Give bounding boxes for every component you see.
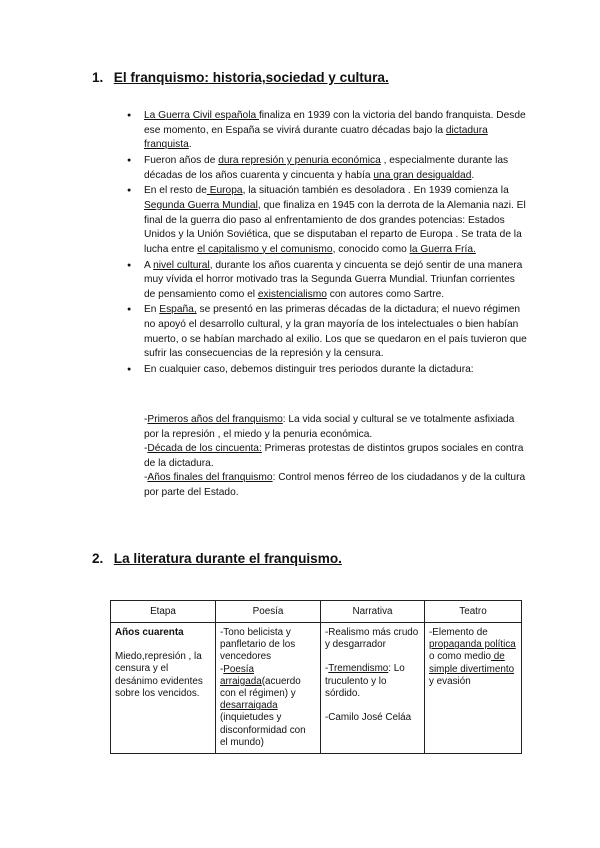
- period-text: : La vida social y cultural se ve totalmente asfixiada por la represión , el miedo y la penuria económica.: [144, 414, 515, 440]
- literature-table: [110, 600, 522, 754]
- bullet-text: se presentó en las primeras décadas de la dictadura; el nuevo régimen no apoyó el desarrollo cultural, y la gran mayoría de los intelectuales o bien habían muerto, o se habían marchado al exilio. Los que se quedaron en el país tuvieron que sufrir las consecuencias de la represión y la censura.: [144, 304, 527, 360]
- period-dash: -: [144, 443, 148, 455]
- period-item: [144, 471, 529, 500]
- bullet-list: [144, 109, 529, 379]
- etapa-title: Años cuarenta: [115, 627, 184, 638]
- table-header-cell: Poesía: [216, 601, 321, 623]
- bullet-item: [144, 109, 529, 153]
- bullet-text: En el resto de: [144, 185, 207, 197]
- section-2-title: La literatura durante el franquismo.: [113, 551, 342, 566]
- underlined-text: España,: [159, 304, 197, 316]
- table-header-row: [111, 601, 522, 623]
- narrativa-dash: -: [325, 663, 329, 675]
- section-1-number: 1.: [92, 70, 104, 85]
- period-item: [144, 442, 529, 471]
- bullet-text: .: [471, 169, 475, 181]
- period-dash: -: [144, 472, 148, 484]
- period-label: Primeros años del franquismo: [147, 414, 283, 425]
- teatro-text-a: -Elemento de: [429, 627, 488, 638]
- teatro-divertimento: de simple divertimento: [429, 651, 515, 675]
- bullet-text: En cualquier caso, debemos distinguir tres periodos durante la dictadura:: [144, 364, 474, 376]
- etapa-cell: [111, 623, 216, 754]
- underlined-text: dictadura franquista: [144, 124, 488, 151]
- poesia-dash: -: [220, 663, 224, 675]
- poesia-text-a: -Tono belicista y panfletario de los vencedores: [220, 627, 296, 663]
- teatro-cell: [425, 623, 522, 754]
- bullet-text: Fueron años de: [144, 154, 219, 166]
- underlined-text: existencialismo: [257, 288, 327, 300]
- underlined-text: dura represión y penuria económica: [218, 154, 381, 166]
- narrativa-tremendismo-desc: : Lo truculento y lo sórdido.: [325, 663, 405, 699]
- period-label: Década de los cincuenta:: [147, 443, 262, 455]
- bullet-item: [144, 363, 529, 378]
- period-text: Primeras protestas de distintos grupos sociales en contra de la dictadura.: [144, 443, 524, 469]
- narrativa-tremendismo: Tremendismo: [328, 663, 389, 675]
- bullet-text: .: [188, 139, 192, 151]
- teatro-text-e: y evasión: [429, 675, 471, 687]
- bullet-item: [144, 303, 529, 361]
- underlined-text: Europa: [206, 185, 243, 197]
- bullet-text: , conocido como: [332, 243, 410, 255]
- periods-list: [144, 413, 529, 501]
- poesia-arraigada-desc: (acuerdo con el régimen) y: [220, 675, 301, 700]
- bullet-item: [144, 154, 529, 183]
- section-1-title: El franquismo: historia,sociedad y cultura.: [113, 70, 389, 85]
- period-label: Años finales del franquismo: [147, 472, 273, 484]
- period-item: [144, 413, 529, 442]
- section-2-heading: [92, 551, 342, 566]
- bullet-text: finaliza en 1939 con la victoria del bando franquista. Desde ese momento, en España se vivirá durante cuatro décadas bajo la: [144, 110, 526, 136]
- underlined-text: una gran desigualdad: [373, 169, 472, 181]
- table-header-cell: Narrativa: [321, 601, 425, 623]
- teatro-text-c: o como medio: [429, 651, 492, 663]
- table-row: [111, 623, 522, 754]
- bullet-text: , que finaliza en 1945 con la derrota de la Alemania nazi. El final de la guerra dio paso al enfrentamiento de dos grandes potencias: Estados Unidos y la Unión Soviética, que se disputaban el reparto de Europa . Se trata de la lucha entre: [144, 199, 526, 255]
- narrativa-cell: [321, 623, 425, 754]
- underlined-text: La Guerra Civil española: [144, 110, 259, 121]
- bullet-text: durante los años cuarenta y cincuenta se dejó sentir de una manera muy vívida el horror motivado tras la Segunda Guerra Mundial. Triunfan corrientes de pensamiento como el: [144, 259, 523, 300]
- underlined-text: la Guerra Fría.: [409, 243, 476, 255]
- bullet-text: , la situación también es desoladora . En 1939 comienza la: [242, 185, 509, 197]
- narrativa-text-a: -Realismo más crudo y desgarrador: [325, 627, 419, 651]
- bullet-text: con autores como Sartre.: [326, 288, 445, 300]
- poesia-desarraigada-desc: (inquietudes y disconformidad con el mundo): [220, 712, 306, 748]
- narrativa-text-c: -Camilo José Celáa: [325, 712, 412, 724]
- period-dash: -: [144, 414, 148, 425]
- bullet-item: [144, 259, 529, 303]
- section-2-number: 2.: [92, 551, 104, 566]
- poesia-cell: [216, 623, 321, 754]
- poesia-text-b: [220, 664, 316, 749]
- section-1-heading: [92, 70, 389, 85]
- bullet-text: , especialmente durante las décadas de los años cuarenta y cincuenta y había: [144, 154, 509, 181]
- table-header-cell: Etapa: [111, 601, 216, 623]
- underlined-text: Segunda Guerra Mundial: [144, 199, 258, 211]
- period-text: : Control menos férreo de los ciudadanos y de la cultura por parte del Estado.: [144, 472, 526, 498]
- bullet-text: A: [144, 259, 154, 271]
- poesia-arraigada: Poesía arraigada: [220, 663, 262, 687]
- bullet-item: [144, 184, 529, 257]
- teatro-propaganda: propaganda política: [429, 639, 516, 651]
- underlined-text: nivel cultural,: [153, 259, 213, 271]
- etapa-text: Miedo,represión , la censura y el desánimo evidentes sobre los vencidos.: [115, 651, 203, 699]
- poesia-desarraigada: desarraigada: [220, 700, 278, 712]
- bullet-text: En: [144, 304, 160, 316]
- narrativa-text-b: [325, 663, 420, 700]
- table-header-cell: Teatro: [425, 601, 522, 623]
- underlined-text: el capitalismo y el comunismo: [197, 243, 333, 255]
